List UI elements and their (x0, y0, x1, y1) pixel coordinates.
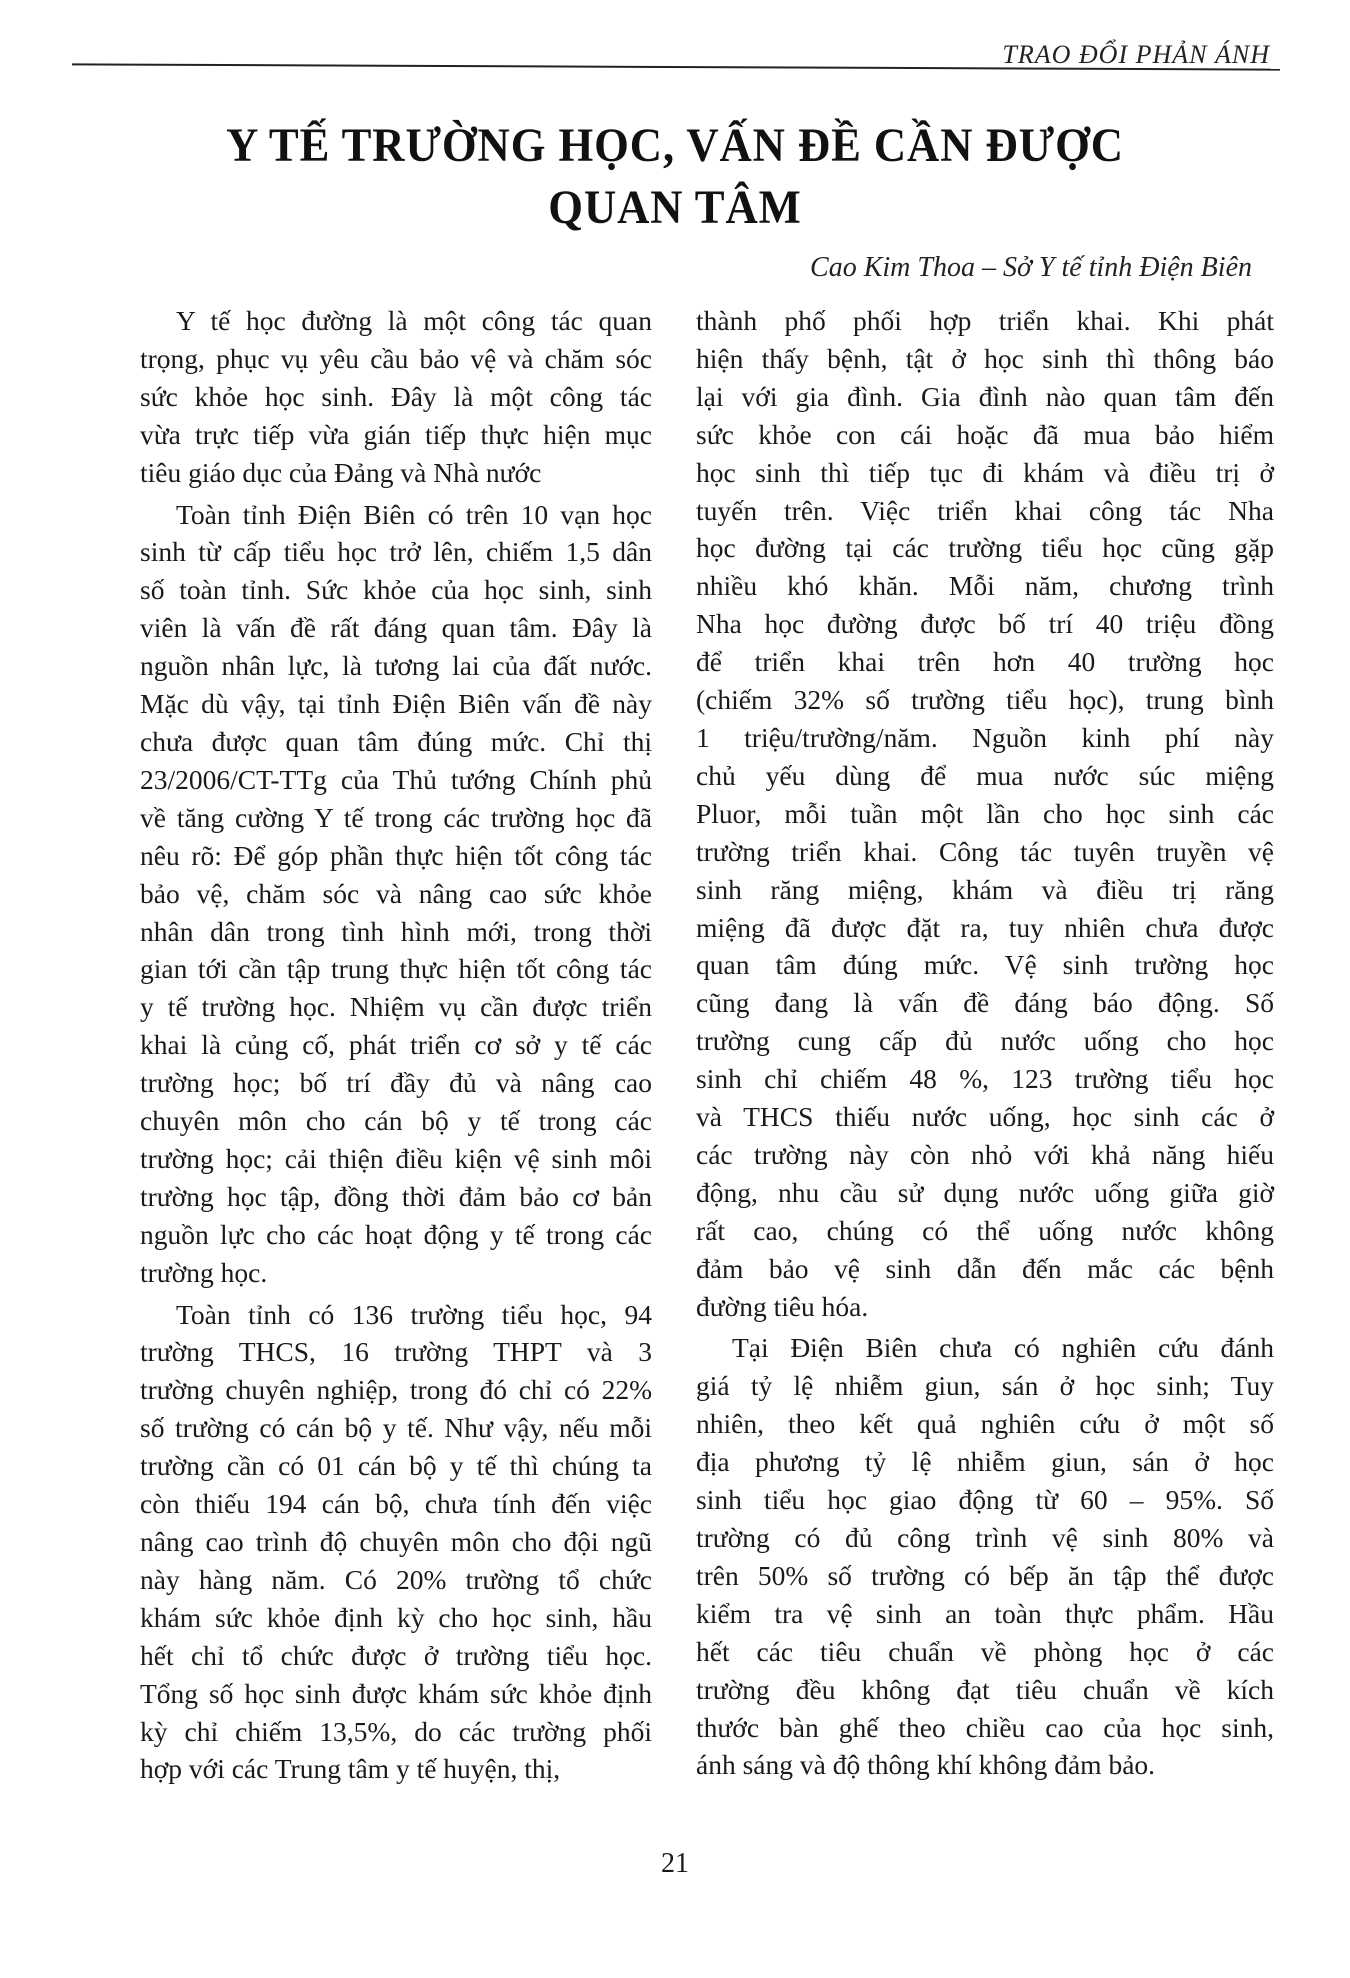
text-line: trường cần có 01 cán bộ y tế thì chúng ta (140, 1450, 652, 1482)
text-line: vừa trực tiếp vừa gián tiếp thực hiện mục (140, 418, 652, 450)
text-line: còn thiếu 194 cán bộ, chưa tính đến việc (140, 1488, 652, 1520)
article-title-line-2: QUAN TÂM (548, 181, 802, 234)
text-line: ánh sáng và độ thông khí không đảm bảo. (696, 1749, 1156, 1781)
text-line: nhiều khó khăn. Mỗi năm, chương trình (696, 570, 1274, 602)
text-line: sinh từ cấp tiểu học trở lên, chiếm 1,5 dân (140, 536, 652, 568)
paragraph (140, 1296, 652, 1789)
text-line: địa phương tỷ lệ nhiễm giun, sán ở học (696, 1446, 1274, 1478)
text-line: sinh tiểu học giao động từ 60 – 95%. Số (696, 1484, 1274, 1516)
section-header: TRAO ĐỔI PHẢN ÁNH (1002, 40, 1270, 69)
text-line: giá tỷ lệ nhiễm giun, sán ở học sinh; Tuy (696, 1370, 1274, 1402)
text-line: nâng cao trình độ chuyên môn cho đội ngũ (140, 1526, 652, 1557)
paragraph (696, 1329, 1274, 1784)
text-line: các trường này còn nhỏ với khả năng hiếu (696, 1138, 1274, 1170)
article-title-line-1: Y TẾ TRƯỜNG HỌC, VẤN ĐỀ CẦN ĐƯỢC (226, 119, 1124, 172)
text-line: trường cung cấp đủ nước uống cho học (696, 1025, 1274, 1057)
text-line: nguồn nhân lực, là tương lai của đất nước. (140, 650, 652, 682)
text-line: sinh răng miệng, khám và điều trị răng (696, 873, 1274, 905)
text-line: khám sức khỏe định kỳ cho học sinh, hầu (140, 1601, 652, 1633)
text-line: Nha học đường được bố trí 40 triệu đồng (696, 608, 1274, 640)
text-line: học sinh thì tiếp tục đi khám và điều trị ở (696, 456, 1274, 488)
text-line: 23/2006/CT-TTg của Thủ tướng Chính phủ (140, 763, 652, 795)
text-line: hết chỉ tổ chức được ở trường tiểu học. (140, 1639, 652, 1671)
text-line: về tăng cường Y tế trong các trường học đã (140, 801, 652, 833)
text-line: trên 50% số trường có bếp ăn tập thể được (696, 1559, 1274, 1591)
text-line: đảm bảo vệ sinh dẫn đến mắc các bệnh (696, 1252, 1274, 1284)
text-line: đường tiêu hóa. (696, 1290, 869, 1322)
text-line: tuyến trên. Việc triển khai công tác Nha (696, 494, 1274, 526)
text-line: tiêu giáo dục của Đảng và Nhà nước (140, 456, 542, 488)
text-line: để triển khai trên hơn 40 trường học (696, 646, 1274, 678)
text-line: trường triển khai. Công tác tuyên truyền vệ (696, 835, 1274, 867)
text-line: Toàn tỉnh có 136 trường tiểu học, 94 (176, 1298, 652, 1330)
text-line: trường học; cải thiện điều kiện vệ sinh môi (140, 1142, 652, 1174)
text-line: khai là củng cố, phát triển cơ sở y tế các (140, 1029, 652, 1061)
text-line: số toàn tỉnh. Sức khỏe của học sinh, sinh (140, 574, 652, 606)
text-line: trường học tập, đồng thời đảm bảo cơ bản (140, 1180, 652, 1212)
text-line: Pluor, mỗi tuần một lần cho học sinh các (696, 797, 1274, 829)
text-line: chuyên môn cho cán bộ y tế trong các (140, 1105, 652, 1137)
text-line: lại với gia đình. Gia đình nào quan tâm đến (696, 380, 1274, 412)
text-line: trường đều không đạt tiêu chuẩn về kích (696, 1673, 1274, 1705)
text-line: hết các tiêu chuẩn về phòng học ở các (696, 1635, 1274, 1667)
text-line: kỳ chỉ chiếm 13,5%, do các trường phối (140, 1715, 652, 1747)
text-line: hiện thấy bệnh, tật ở học sinh thì thông báo (696, 342, 1274, 374)
text-line: Y tế học đường là một công tác quan (176, 305, 652, 336)
text-line: trọng, phục vụ yêu cầu bảo vệ và chăm sóc (140, 342, 652, 374)
text-line: thành phố phối hợp triển khai. Khi phát (696, 305, 1274, 336)
text-line: hợp với các Trung tâm y tế huyện, thị, (140, 1753, 561, 1785)
text-line: 1 triệu/trường/năm. Nguồn kinh phí này (696, 721, 1274, 753)
text-line: nguồn lực cho các hoạt động y tế trong các (140, 1218, 652, 1250)
text-line: y tế trường học. Nhiệm vụ cần được triển (140, 991, 652, 1023)
text-line: viên là vấn đề rất đáng quan tâm. Đây là (140, 612, 652, 644)
text-line: trường học; bố trí đầy đủ và nâng cao (140, 1067, 652, 1099)
text-line: trường học. (140, 1256, 268, 1288)
text-line: Tổng số học sinh được khám sức khỏe định (140, 1677, 652, 1709)
article-byline: Cao Kim Thoa – Sở Y tế tỉnh Điện Biên (810, 252, 1252, 283)
paragraph (140, 302, 652, 492)
text-line: trường THCS, 16 trường THPT và 3 (140, 1336, 652, 1368)
text-line: sức khỏe học sinh. Đây là một công tác (140, 380, 652, 412)
text-line: nêu rõ: Để góp phần thực hiện tốt công tác (140, 839, 652, 871)
text-line: thước bàn ghế theo chiều cao của học sinh, (696, 1711, 1274, 1743)
page-number: 21 (661, 1848, 689, 1879)
text-line: sinh chỉ chiếm 48 %, 123 trường tiểu học (696, 1063, 1274, 1095)
text-line: trường chuyên nghiệp, trong đó chỉ có 22% (140, 1374, 652, 1406)
text-line: quan tâm đúng mức. Vệ sinh trường học (696, 949, 1274, 981)
text-line: nhân dân trong tình hình mới, trong thời (140, 915, 652, 947)
text-line: Toàn tỉnh Điện Biên có trên 10 vạn học (176, 498, 652, 530)
left-column (140, 302, 652, 1792)
text-line: rất cao, chúng có thể uống nước không (696, 1214, 1274, 1246)
text-line: gian tới cần tập trung thực hiện tốt công tác (140, 953, 652, 985)
text-line: và THCS thiếu nước uống, học sinh các ở (696, 1101, 1274, 1133)
text-line: này hàng năm. Có 20% trường tổ chức (140, 1563, 652, 1595)
text-line: trường có đủ công trình vệ sinh 80% và (696, 1522, 1274, 1553)
text-line: (chiếm 32% số trường tiểu học), trung bình (696, 684, 1274, 716)
text-line: sức khỏe con cái hoặc đã mua bảo hiểm (696, 418, 1274, 450)
text-line: bảo vệ, chăm sóc và nâng cao sức khỏe (140, 877, 652, 909)
right-column (696, 302, 1274, 1788)
text-line: số trường có cán bộ y tế. Như vậy, nếu mỗi (140, 1412, 652, 1444)
text-line: chủ yếu dùng để mua nước súc miệng (696, 759, 1274, 791)
text-line: học đường tại các trường tiểu học cũng gặp (696, 532, 1274, 564)
text-line: cũng đang là vấn đề đáng báo động. Số (696, 987, 1274, 1019)
text-line: miệng đã được đặt ra, tuy nhiên chưa được (696, 911, 1274, 943)
text-line: động, nhu cầu sử dụng nước uống giữa giờ (696, 1176, 1274, 1208)
text-line: Mặc dù vậy, tại tỉnh Điện Biên vấn đề này (140, 688, 652, 720)
paragraph (140, 496, 652, 1292)
text-line: nhiên, theo kết quả nghiên cứu ở một số (696, 1408, 1274, 1440)
text-line: chưa được quan tâm đúng mức. Chỉ thị (140, 725, 652, 757)
text-line: Tại Điện Biên chưa có nghiên cứu đánh (732, 1332, 1274, 1364)
paragraph (696, 302, 1274, 1325)
text-line: kiểm tra vệ sinh an toàn thực phẩm. Hầu (696, 1597, 1274, 1629)
